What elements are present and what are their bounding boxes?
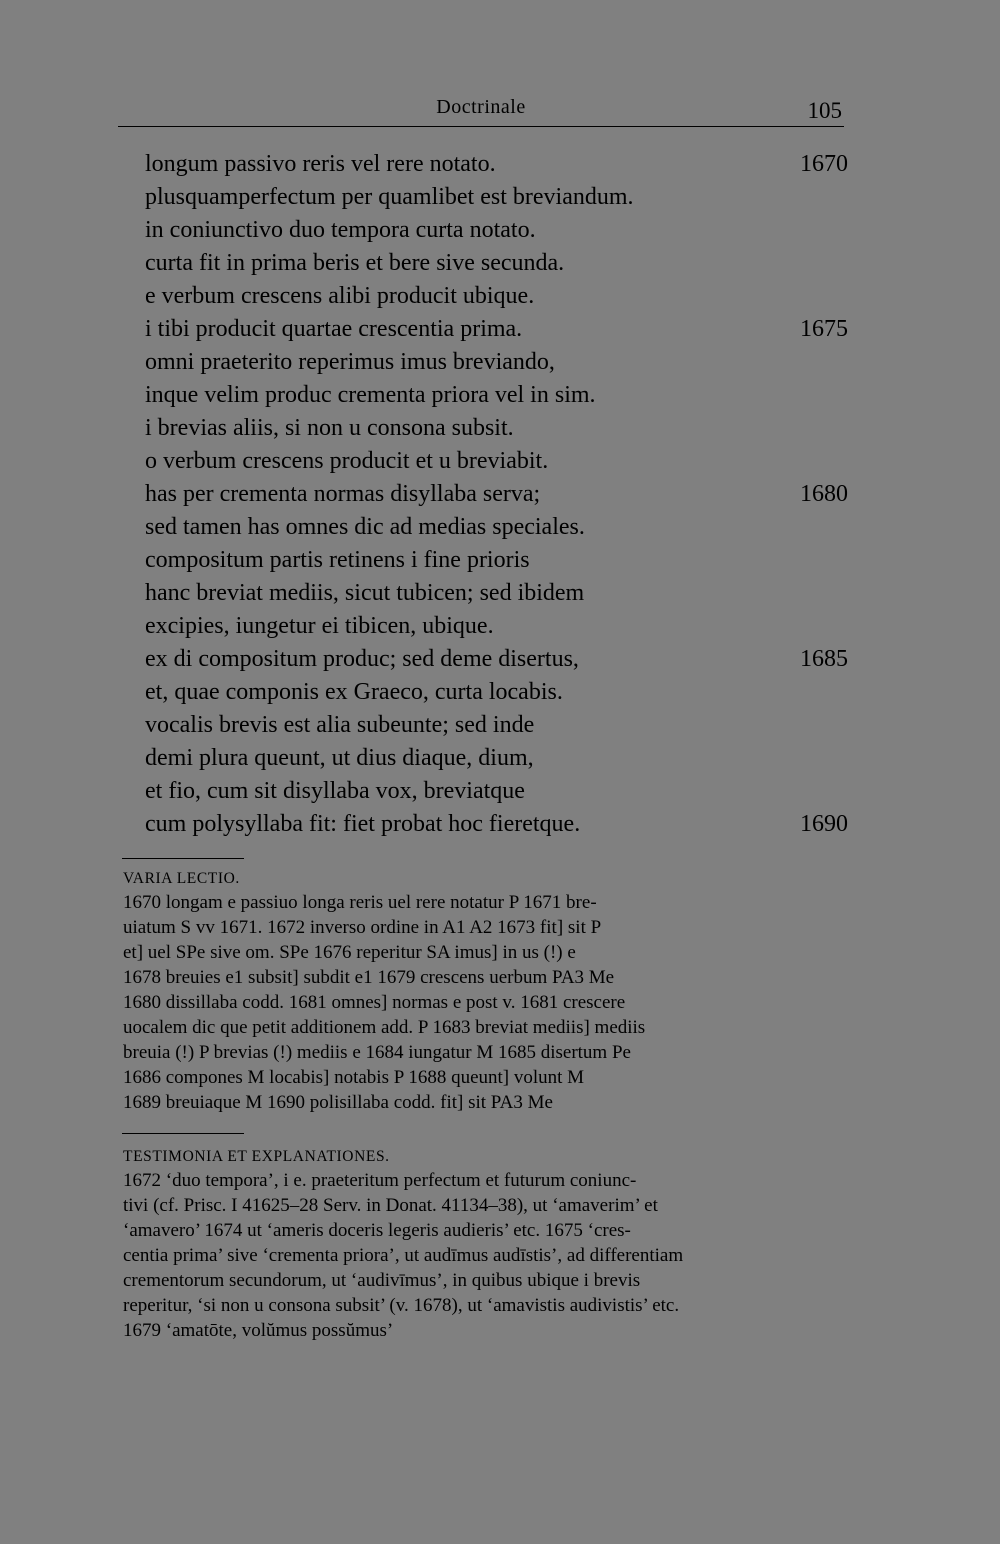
verse-line (145, 412, 850, 445)
verse-number: 1670 (800, 151, 848, 177)
verse-text: has per crementa normas disyllaba serva; (145, 481, 541, 507)
note-line: 1679 ‘amatōte, volŭmus possŭmus’ (123, 1320, 394, 1341)
note-line: 1678 breuies e1 subsit] subdit e1 1679 crescens uerbum PA3 Me (123, 967, 615, 988)
testimonia-heading: TESTIMONIA ET EXPLANATIONES. (123, 1148, 390, 1165)
verse-line (145, 742, 850, 775)
running-title: Doctrinale (436, 96, 526, 118)
varia-lectio-notes (123, 890, 850, 1115)
verse-text: vocalis brevis est alia subeunte; sed inde (145, 712, 535, 738)
verse-text: demi plura queunt, ut dius diaque, dium, (145, 745, 534, 771)
verse-text: hanc breviat mediis, sicut tubicen; sed ibidem (145, 580, 585, 606)
note-line: 1686 compones M locabis] notabis P 1688 queunt] volunt M (123, 1067, 585, 1088)
verse-text: compositum partis retinens i fine prioris (145, 547, 530, 573)
verse-number: 1680 (800, 481, 848, 507)
verse-text: sed tamen has omnes dic ad medias speciales. (145, 514, 585, 540)
note-line: uocalem dic que petit additionem add. P 1683 breviat mediis] mediis (123, 1017, 646, 1038)
verse-text: o verbum crescens producit et u breviabit. (145, 448, 549, 474)
apparatus-rule (122, 858, 244, 859)
note-line: breuia (!) P brevias (!) mediis e 1684 iungatur M 1685 disertum Pe (123, 1042, 631, 1063)
verse-number: 1685 (800, 646, 848, 672)
running-head (118, 92, 844, 127)
verse-text: e verbum crescens alibi producit ubique. (145, 283, 535, 309)
verse-text: i brevias aliis, si non u consona subsit. (145, 415, 514, 441)
verse-text: plusquamperfectum per quamlibet est breviandum. (145, 184, 634, 210)
verse-line (145, 313, 850, 346)
note-line: et] uel SPe sive om. SPe 1676 reperitur SA imus] in us (!) e (123, 942, 576, 963)
verse-line (145, 544, 850, 577)
note-line: 1672 ‘duo tempora’, i e. praeteritum perfectum et futurum coniunc- (123, 1170, 637, 1191)
testimonia-notes (123, 1168, 850, 1343)
note-line: crementorum secundorum, ut ‘audivīmus’, in quibus ubique i brevis (123, 1270, 641, 1291)
verse-line (145, 709, 850, 742)
verse-line (145, 379, 850, 412)
verse-line (145, 676, 850, 709)
verse-text: excipies, iungetur ei tibicen, ubique. (145, 613, 494, 639)
verse-text: longum passivo reris vel rere notato. (145, 151, 496, 177)
verse-line (145, 808, 850, 841)
note-line: centia prima’ sive ‘crementa priora’, ut audīmus audīstis’, ad differentiam (123, 1245, 684, 1266)
verse-line (145, 346, 850, 379)
verse-line (145, 577, 850, 610)
note-line: tivi (cf. Prisc. I 41625–28 Serv. in Donat. 41134–38), ut ‘amaverim’ et (123, 1195, 658, 1216)
note-line: 1689 breuiaque M 1690 polisillaba codd. fit] sit PA3 Me (123, 1092, 553, 1113)
verse-line (145, 610, 850, 643)
note-line: uiatum S vv 1671. 1672 inverso ordine in A1 A2 1673 fit] sit P (123, 917, 602, 938)
page-number: 105 (807, 98, 842, 123)
verse-line (145, 511, 850, 544)
verse-line (145, 280, 850, 313)
verse-text: in coniunctivo duo tempora curta notato. (145, 217, 536, 243)
verse-line (145, 247, 850, 280)
verse-text: inque velim produc crementa priora vel in sim. (145, 382, 596, 408)
verse-text: et fio, cum sit disyllaba vox, breviatque (145, 778, 525, 804)
verse-line (145, 643, 850, 676)
verse-block (145, 148, 850, 841)
verse-line (145, 445, 850, 478)
verse-text: ex di compositum produc; sed deme disertus, (145, 646, 579, 672)
verse-text: i tibi producit quartae crescentia prima. (145, 316, 523, 342)
verse-line (145, 181, 850, 214)
testimonia-rule (122, 1133, 244, 1134)
verse-text: omni praeterito reperimus imus breviando, (145, 349, 555, 375)
verse-line (145, 148, 850, 181)
verse-number: 1690 (800, 811, 848, 837)
verse-line (145, 214, 850, 247)
verse-number: 1675 (800, 316, 848, 342)
varia-lectio-heading: VARIA LECTIO. (123, 870, 240, 887)
note-line: ‘amavero’ 1674 ut ‘ameris doceris legeris audieris’ etc. 1675 ‘cres- (123, 1220, 631, 1241)
verse-text: et, quae componis ex Graeco, curta locabis. (145, 679, 563, 705)
verse-line (145, 775, 850, 808)
verse-line (145, 478, 850, 511)
note-line: 1670 longam e passiuo longa reris uel rere notatur P 1671 bre- (123, 892, 597, 913)
note-line: 1680 dissillaba codd. 1681 omnes] normas e post v. 1681 crescere (123, 992, 626, 1013)
verse-text: curta fit in prima beris et bere sive secunda. (145, 250, 565, 276)
note-line: reperitur, ‘si non u consona subsit’ (v. 1678), ut ‘amavistis audivistis’ etc. (123, 1295, 680, 1316)
verse-text: cum polysyllaba fit: fiet probat hoc fieretque. (145, 811, 581, 837)
